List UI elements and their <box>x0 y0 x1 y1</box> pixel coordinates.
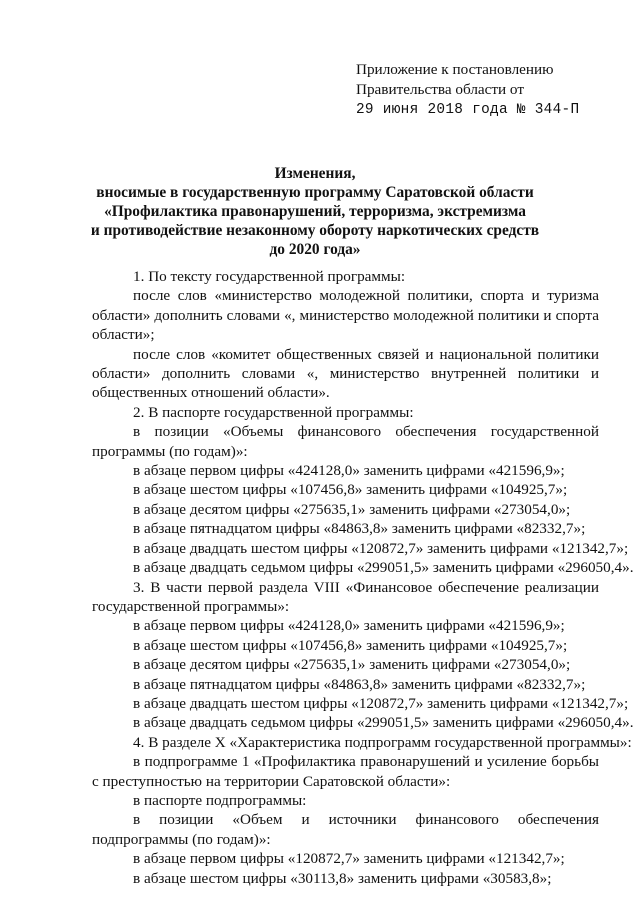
paragraph: в подпрограмме 1 «Профилактика правонарушений и усиление борьбы с преступностью на территории Саратовской области»: <box>92 753 599 790</box>
amendment-line: в абзаце первом цифры «424128,0» заменить цифрами «421596,9»; <box>133 462 565 480</box>
amendment-line: в абзаце первом цифры «120872,7» заменить цифрами «121342,7»; <box>133 850 565 868</box>
amendment-line: в абзаце десятом цифры «275635,1» заменить цифрами «273054,0»; <box>133 656 571 674</box>
amendment-line: в абзаце шестом цифры «107456,8» заменить цифрами «104925,7»; <box>133 481 568 499</box>
amendment-line: в абзаце двадцать шестом цифры «120872,7» заменить цифрами «121342,7»; <box>133 539 629 557</box>
appendix-block <box>356 60 579 120</box>
amendment-line: в абзаце десятом цифры «275635,1» заменить цифрами «273054,0»; <box>133 500 571 518</box>
paragraph: в позиции «Объем и источники финансового обеспечения подпрограммы (по годам)»: <box>92 811 599 848</box>
amendment-line: в абзаце пятнадцатом цифры «84863,8» заменить цифрами «82332,7»; <box>133 520 586 538</box>
document-title <box>90 164 540 259</box>
amendment-line: в абзаце двадцать седьмом цифры «299051,5» заменить цифрами «296050,4». <box>133 714 634 732</box>
amendment-line: в абзаце пятнадцатом цифры «84863,8» заменить цифрами «82332,7»; <box>133 675 586 693</box>
title-line: вносимые в государственную программу Саратовской области <box>96 184 534 201</box>
title-line: и противодействие незаконному обороту наркотических средств <box>90 222 540 239</box>
appendix-line: Правительства области от <box>356 81 524 98</box>
resolution-date-number: 29 июня 2018 года № 344-П <box>356 102 580 118</box>
paragraph: после слов «министерство молодежной политики, спорта и туризма области» дополнить словами «, министерство молодежной политики и спорта области»; <box>92 287 599 344</box>
title-line: до 2020 года» <box>269 241 361 258</box>
item-heading: 1. По тексту государственной программы: <box>133 268 406 285</box>
amendment-line: в абзаце первом цифры «424128,0» заменить цифрами «421596,9»; <box>133 617 565 635</box>
item-heading: 4. В разделе X «Характеристика подпрограмм государственной программы»: <box>133 733 632 751</box>
item-heading: 3. В части первой раздела VIII «Финансовое обеспечение реализации государственной программы»: <box>92 578 599 615</box>
document-body <box>92 267 634 888</box>
amendment-line: в абзаце двадцать шестом цифры «120872,7» заменить цифрами «121342,7»; <box>133 694 629 712</box>
amendment-line: в абзаце шестом цифры «30113,8» заменить цифрами «30583,8»; <box>133 869 552 887</box>
appendix-line: Приложение к постановлению <box>356 61 554 78</box>
title-line: Изменения, <box>274 165 356 182</box>
title-line: «Профилактика правонарушений, терроризма, экстремизма <box>104 203 526 220</box>
paragraph: после слов «комитет общественных связей и национальной политики области» дополнить словами «, министерство внутренней политики и общественных отношений области». <box>92 345 599 402</box>
paragraph: в позиции «Объемы финансового обеспечения государственной программы (по годам)»: <box>92 423 599 460</box>
amendment-line: в абзаце шестом цифры «107456,8» заменить цифрами «104925,7»; <box>133 636 568 654</box>
paragraph: в паспорте подпрограммы: <box>133 791 307 809</box>
amendment-line: в абзаце двадцать седьмом цифры «299051,5» заменить цифрами «296050,4». <box>133 559 634 577</box>
item-heading: 2. В паспорте государственной программы: <box>133 403 414 421</box>
